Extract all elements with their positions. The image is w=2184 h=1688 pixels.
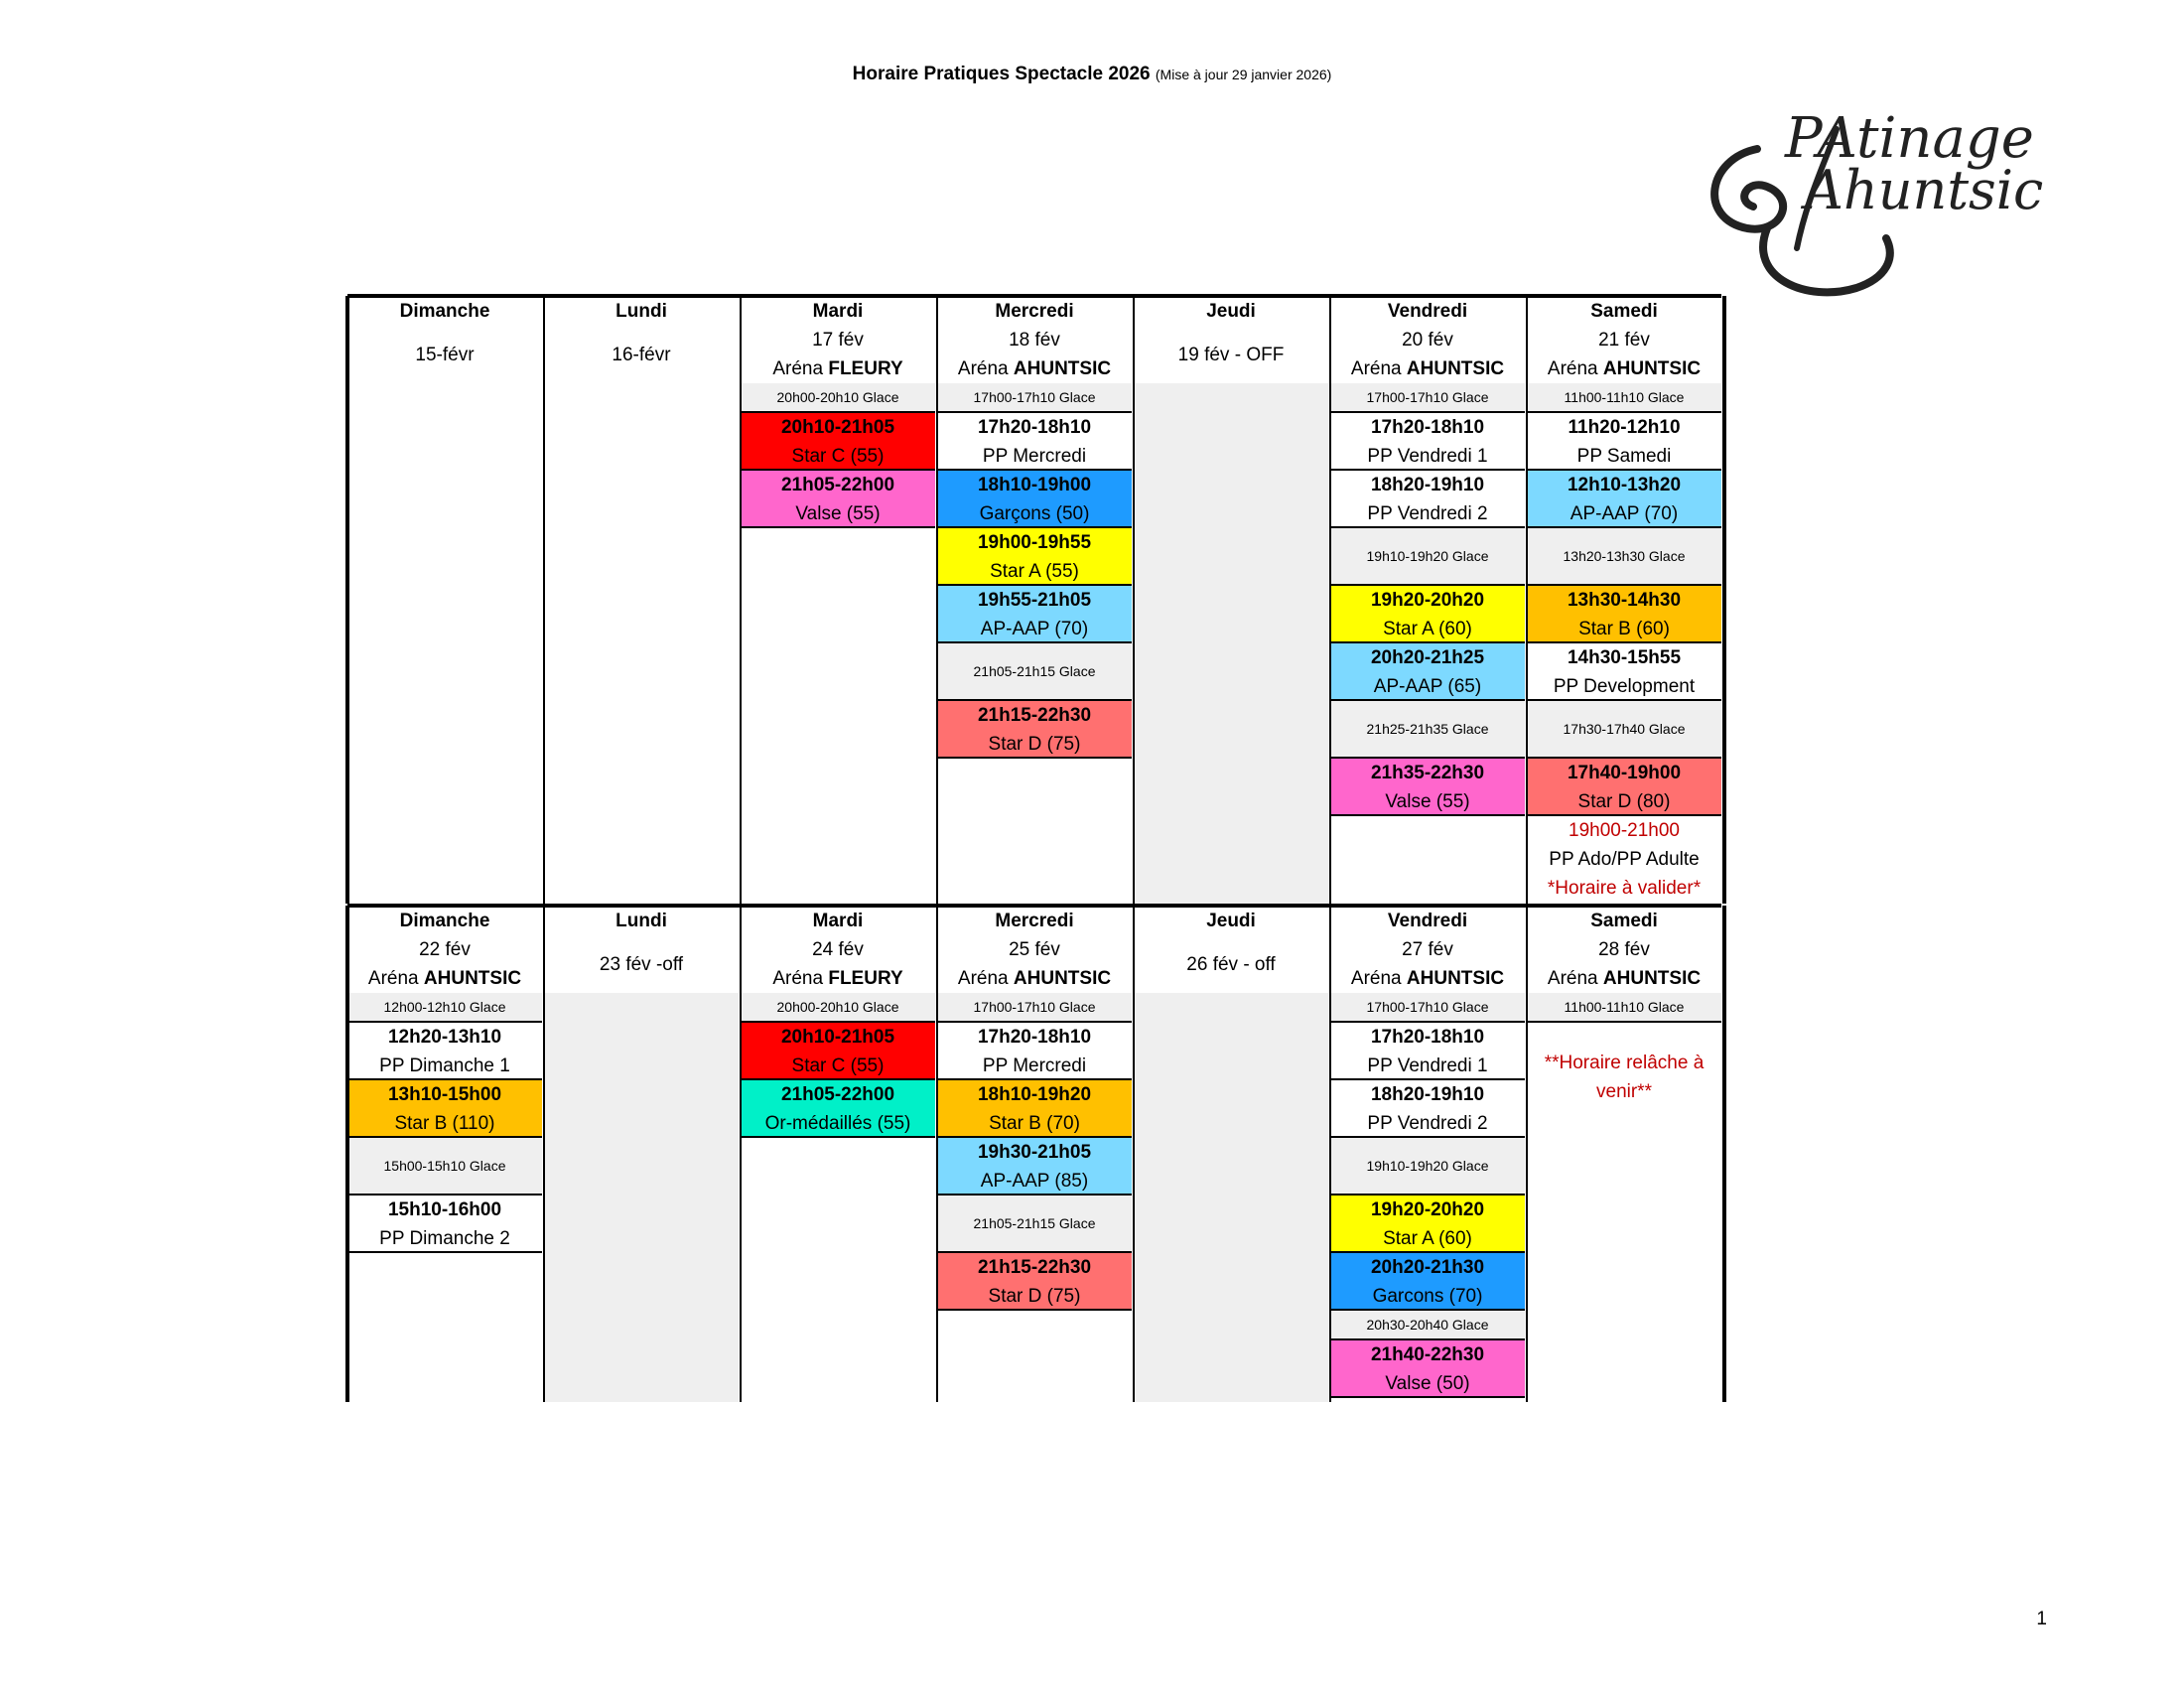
- day-header: [544, 906, 739, 993]
- slot-time: 21h05-22h00: [780, 1084, 895, 1105]
- day-column-lundi: [544, 906, 739, 1402]
- arena-name: AHUNTSIC: [1406, 968, 1505, 989]
- day-header: [1134, 906, 1328, 993]
- practice-slot-or-m-daill-s-55: [741, 1080, 935, 1138]
- day-column-jeudi: [1134, 296, 1328, 904]
- week-top-border: [347, 904, 1721, 908]
- day-column-lundi: [544, 296, 739, 904]
- slot-group: PP Vendredi 1: [1367, 446, 1488, 467]
- slot-time: 14h30-15h55: [1567, 647, 1682, 668]
- practice-slot-star-c-55: [741, 413, 935, 471]
- slot-time: 17h20-18h10: [1370, 417, 1485, 438]
- day-date: 24 fév: [812, 939, 864, 960]
- slot-group: PP Vendredi 2: [1367, 1113, 1488, 1134]
- arena-label: [741, 354, 935, 383]
- day-name: Vendredi: [1387, 911, 1468, 931]
- slot-time: 20h20-21h25: [1370, 647, 1485, 668]
- note-warning: *Horaire à valider*: [1547, 878, 1702, 899]
- day-header: [1527, 906, 1721, 993]
- slot-group: PP Samedi: [1576, 446, 1672, 467]
- glace-slot: 20h00-20h10 Glace: [741, 383, 935, 413]
- slot-group: Valse (55): [795, 503, 881, 524]
- slot-time: 12h20-13h10: [387, 1027, 502, 1048]
- note-time: 19h00-21h00: [1569, 820, 1680, 841]
- column-divider: [1329, 296, 1331, 904]
- day-column-dimanche: [347, 296, 542, 904]
- slot-time: 12h10-13h20: [1567, 475, 1682, 495]
- practice-slot-pp-dimanche-2: [347, 1196, 542, 1253]
- practice-slot-star-b-60: [1527, 586, 1721, 643]
- slot-group: Star B (110): [394, 1113, 495, 1134]
- day-header: [1330, 906, 1525, 993]
- glace-slot: 21h25-21h35 Glace: [1330, 701, 1525, 759]
- arena-label: [347, 964, 542, 993]
- day-name: Jeudi: [1206, 301, 1256, 322]
- arena-prefix: Aréna: [957, 358, 1014, 379]
- slot-time: 13h10-15h00: [387, 1084, 502, 1105]
- day-name: Vendredi: [1387, 301, 1468, 322]
- day-header: [544, 296, 739, 383]
- arena-name: AHUNTSIC: [1602, 358, 1702, 379]
- slot-time: 21h05-22h00: [780, 475, 895, 495]
- practice-slot-star-d-80: [1527, 759, 1721, 816]
- arena-name: FLEURY: [828, 358, 903, 379]
- arena-label: [1330, 354, 1525, 383]
- practice-slot-pp-samedi: [1527, 413, 1721, 471]
- arena-prefix: Aréna: [772, 358, 829, 379]
- arena-label: [937, 964, 1132, 993]
- day-date: 16-févr: [612, 345, 671, 365]
- slot-time: 19h20-20h20: [1370, 1199, 1485, 1220]
- practice-slot-pp-vendredi-1: [1330, 413, 1525, 471]
- glace-slot: 12h00-12h10 Glace: [347, 993, 542, 1023]
- column-divider: [740, 906, 742, 1402]
- practice-slot-star-b-110: [347, 1080, 542, 1138]
- slot-time: 19h30-21h05: [977, 1142, 1092, 1163]
- arena-prefix: Aréna: [772, 968, 829, 989]
- slot-group: PP Dimanche 1: [379, 1055, 510, 1076]
- slot-time: 21h15-22h30: [977, 705, 1092, 726]
- practice-slot-star-c-55: [741, 1023, 935, 1080]
- column-divider: [345, 296, 349, 904]
- slot-group: Star D (75): [988, 734, 1081, 755]
- day-column-jeudi: [1134, 906, 1328, 1402]
- slot-group: AP-AAP (85): [980, 1171, 1089, 1192]
- day-name: Mercredi: [995, 911, 1074, 931]
- practice-slot-star-d-75: [937, 1253, 1132, 1311]
- slot-time: 17h20-18h10: [977, 1027, 1092, 1048]
- slot-group: Valse (50): [1385, 1373, 1470, 1394]
- day-header: [347, 906, 542, 993]
- arena-name: AHUNTSIC: [1013, 358, 1112, 379]
- day-date: 19 fév - OFF: [1177, 345, 1285, 365]
- glace-slot: 20h30-20h40 Glace: [1330, 1311, 1525, 1340]
- glace-slot: 13h20-13h30 Glace: [1527, 528, 1721, 586]
- week-top-border: [347, 294, 1721, 298]
- day-date: 17 fév: [812, 330, 864, 351]
- practice-slot-star-a-60: [1330, 1196, 1525, 1253]
- practice-slot-pp-vendredi-1: [1330, 1023, 1525, 1080]
- column-divider: [1329, 906, 1331, 1402]
- practice-slot-pp-mercredi: [937, 413, 1132, 471]
- practice-slot-star-d-75: [937, 701, 1132, 759]
- day-column-mercredi: [937, 296, 1132, 904]
- glace-slot: 11h00-11h10 Glace: [1527, 383, 1721, 413]
- slot-time: 13h30-14h30: [1567, 590, 1682, 611]
- day-name: Dimanche: [399, 911, 490, 931]
- arena-label: [741, 964, 935, 993]
- slot-time: 18h20-19h10: [1370, 1084, 1485, 1105]
- glace-slot: 17h30-17h40 Glace: [1527, 701, 1721, 759]
- slot-group: PP Vendredi 2: [1367, 503, 1488, 524]
- slot-group: PP Mercredi: [982, 1055, 1087, 1076]
- day-date: 18 fév: [1009, 330, 1060, 351]
- day-header: [1134, 296, 1328, 383]
- arena-name: AHUNTSIC: [423, 968, 522, 989]
- day-name: Samedi: [1590, 911, 1658, 931]
- day-date: 28 fév: [1598, 939, 1650, 960]
- slot-time: 20h20-21h30: [1370, 1257, 1485, 1278]
- column-divider: [543, 296, 545, 904]
- column-divider: [1133, 906, 1135, 1402]
- arena-name: FLEURY: [828, 968, 903, 989]
- arena-name: AHUNTSIC: [1602, 968, 1702, 989]
- day-date: 20 fév: [1402, 330, 1453, 351]
- day-date: 22 fév: [419, 939, 471, 960]
- column-divider: [1722, 296, 1726, 904]
- column-divider: [936, 296, 938, 904]
- glace-slot: 15h00-15h10 Glace: [347, 1138, 542, 1196]
- slot-group: Star A (60): [1383, 1228, 1472, 1249]
- column-divider: [1526, 906, 1528, 1402]
- day-column-mercredi: [937, 906, 1132, 1402]
- day-header: [347, 296, 542, 383]
- column-divider: [740, 296, 742, 904]
- day-date: 27 fév: [1402, 939, 1453, 960]
- slot-time: 17h40-19h00: [1567, 763, 1682, 783]
- day-header: [937, 296, 1132, 383]
- slot-group: PP Vendredi 1: [1367, 1055, 1488, 1076]
- arena-name: AHUNTSIC: [1013, 968, 1112, 989]
- slot-group: Garçons (50): [979, 503, 1090, 524]
- practice-slot-ap-aap-70: [937, 586, 1132, 643]
- glace-slot: 19h10-19h20 Glace: [1330, 1138, 1525, 1196]
- day-name: Mercredi: [995, 301, 1074, 322]
- slot-time: 20h10-21h05: [780, 1027, 895, 1048]
- day-name: Lundi: [615, 911, 667, 931]
- day-column-mardi: [741, 296, 935, 904]
- note-relache: **Horaire relâche à venir**: [1544, 1053, 1705, 1102]
- glace-slot: 20h00-20h10 Glace: [741, 993, 935, 1023]
- day-name: Lundi: [615, 301, 667, 322]
- slot-time: 19h20-20h20: [1370, 590, 1485, 611]
- slot-time: 19h55-21h05: [977, 590, 1092, 611]
- day-date: 23 fév -off: [599, 954, 684, 975]
- slot-time: 17h20-18h10: [1370, 1027, 1485, 1048]
- day-column-samedi: [1527, 296, 1721, 904]
- glace-slot: 17h00-17h10 Glace: [937, 383, 1132, 413]
- slot-group: Garcons (70): [1372, 1286, 1483, 1307]
- practice-slot-valse-55: [1330, 759, 1525, 816]
- arena-label: [937, 354, 1132, 383]
- slot-group: PP Dimanche 2: [379, 1228, 510, 1249]
- slot-group: Star D (75): [988, 1286, 1081, 1307]
- practice-slot-ap-aap-70: [1527, 471, 1721, 528]
- arena-name: AHUNTSIC: [1406, 358, 1505, 379]
- slot-group: Valse (55): [1385, 791, 1470, 812]
- glace-slot: 17h00-17h10 Glace: [1330, 993, 1525, 1023]
- practice-slot-garcons-70: [1330, 1253, 1525, 1311]
- page-number: 1: [2036, 1609, 2047, 1629]
- day-date: 15-févr: [415, 345, 475, 365]
- day-header: [1527, 296, 1721, 383]
- day-header: [937, 906, 1132, 993]
- title-subtitle: (Mise à jour 29 janvier 2026): [1155, 67, 1332, 82]
- logo-line2: Ahuntsic: [1805, 159, 2044, 221]
- week-2-schedule: [347, 906, 1721, 1402]
- practice-slot-valse-50: [1330, 1340, 1525, 1398]
- practice-slot-star-b-70: [937, 1080, 1132, 1138]
- column-divider: [1526, 296, 1528, 904]
- glace-slot: 21h05-21h15 Glace: [937, 1196, 1132, 1253]
- slot-time: 15h10-16h00: [387, 1199, 502, 1220]
- arena-prefix: Aréna: [1350, 358, 1407, 379]
- slot-time: 21h15-22h30: [977, 1257, 1092, 1278]
- schedule-note: [1527, 816, 1721, 903]
- slot-group: Star C (55): [791, 446, 885, 467]
- slot-time: 18h10-19h20: [977, 1084, 1092, 1105]
- slot-time: 19h00-19h55: [977, 532, 1092, 553]
- day-name: Jeudi: [1206, 911, 1256, 931]
- logo-line1: PAtinage: [1785, 106, 2034, 171]
- glace-slot: 11h00-11h10 Glace: [1527, 993, 1721, 1023]
- practice-slot-pp-mercredi: [937, 1023, 1132, 1080]
- day-date: 21 fév: [1598, 330, 1650, 351]
- day-name: Dimanche: [399, 301, 490, 322]
- arena-label: [1527, 354, 1721, 383]
- day-column-vendredi: [1330, 906, 1525, 1402]
- day-column-samedi: [1527, 906, 1721, 1402]
- document-title: [0, 64, 2184, 85]
- practice-slot-ap-aap-85: [937, 1138, 1132, 1196]
- title-main: Horaire Pratiques Spectacle 2026: [852, 64, 1151, 84]
- column-divider: [1722, 906, 1726, 1402]
- day-header: [1330, 296, 1525, 383]
- day-name: Mardi: [812, 301, 864, 322]
- day-date: 25 fév: [1009, 939, 1060, 960]
- arena-label: [1330, 964, 1525, 993]
- slot-group: Star C (55): [791, 1055, 885, 1076]
- practice-slot-valse-55: [741, 471, 935, 528]
- column-divider: [936, 906, 938, 1402]
- schedule-note: [1527, 1049, 1721, 1106]
- slot-group: Star D (80): [1577, 791, 1671, 812]
- arena-label: [1527, 964, 1721, 993]
- slot-group: Star B (70): [989, 1113, 1080, 1134]
- day-column-dimanche: [347, 906, 542, 1402]
- practice-slot-ap-aap-65: [1330, 643, 1525, 701]
- slot-group: AP-AAP (65): [1373, 676, 1482, 697]
- practice-slot-star-a-55: [937, 528, 1132, 586]
- slot-group: Star A (55): [990, 561, 1079, 582]
- arena-prefix: Aréna: [367, 968, 424, 989]
- day-header: [741, 906, 935, 993]
- slot-group: AP-AAP (70): [980, 619, 1089, 639]
- slot-time: 18h10-19h00: [977, 475, 1092, 495]
- slot-group: PP Mercredi: [982, 446, 1087, 467]
- slot-group: Star A (60): [1383, 619, 1472, 639]
- practice-slot-pp-vendredi-2: [1330, 1080, 1525, 1138]
- day-header: [741, 296, 935, 383]
- day-date: 26 fév - off: [1186, 954, 1276, 975]
- slot-time: 18h20-19h10: [1370, 475, 1485, 495]
- note-groups: PP Ado/PP Adulte: [1549, 849, 1700, 870]
- day-column-vendredi: [1330, 296, 1525, 904]
- practice-slot-pp-vendredi-2: [1330, 471, 1525, 528]
- practice-slot-pp-development: [1527, 643, 1721, 701]
- glace-slot: 21h05-21h15 Glace: [937, 643, 1132, 701]
- glace-slot: 17h00-17h10 Glace: [1330, 383, 1525, 413]
- slot-time: 11h20-12h10: [1568, 417, 1681, 438]
- glace-slot: 19h10-19h20 Glace: [1330, 528, 1525, 586]
- slot-time: 20h10-21h05: [780, 417, 895, 438]
- day-column-mardi: [741, 906, 935, 1402]
- slot-group: Star B (60): [1578, 619, 1670, 639]
- practice-slot-star-a-60: [1330, 586, 1525, 643]
- patinage-ahuntsic-logo: [1688, 89, 2065, 308]
- slot-group: PP Development: [1553, 676, 1696, 697]
- slot-time: 17h20-18h10: [977, 417, 1092, 438]
- column-divider: [1133, 296, 1135, 904]
- slot-time: 21h35-22h30: [1370, 763, 1485, 783]
- slot-time: 21h40-22h30: [1370, 1344, 1485, 1365]
- day-name: Samedi: [1590, 301, 1658, 322]
- arena-prefix: Aréna: [1547, 968, 1603, 989]
- slot-group: AP-AAP (70): [1570, 503, 1679, 524]
- glace-slot: 17h00-17h10 Glace: [937, 993, 1132, 1023]
- column-divider: [543, 906, 545, 1402]
- arena-prefix: Aréna: [957, 968, 1014, 989]
- slot-group: Or-médaillés (55): [764, 1113, 911, 1134]
- day-name: Mardi: [812, 911, 864, 931]
- practice-slot-pp-dimanche-1: [347, 1023, 542, 1080]
- column-divider: [345, 906, 349, 1402]
- arena-prefix: Aréna: [1547, 358, 1603, 379]
- practice-slot-gar-ons-50: [937, 471, 1132, 528]
- arena-prefix: Aréna: [1350, 968, 1407, 989]
- week-1-schedule: [347, 296, 1721, 904]
